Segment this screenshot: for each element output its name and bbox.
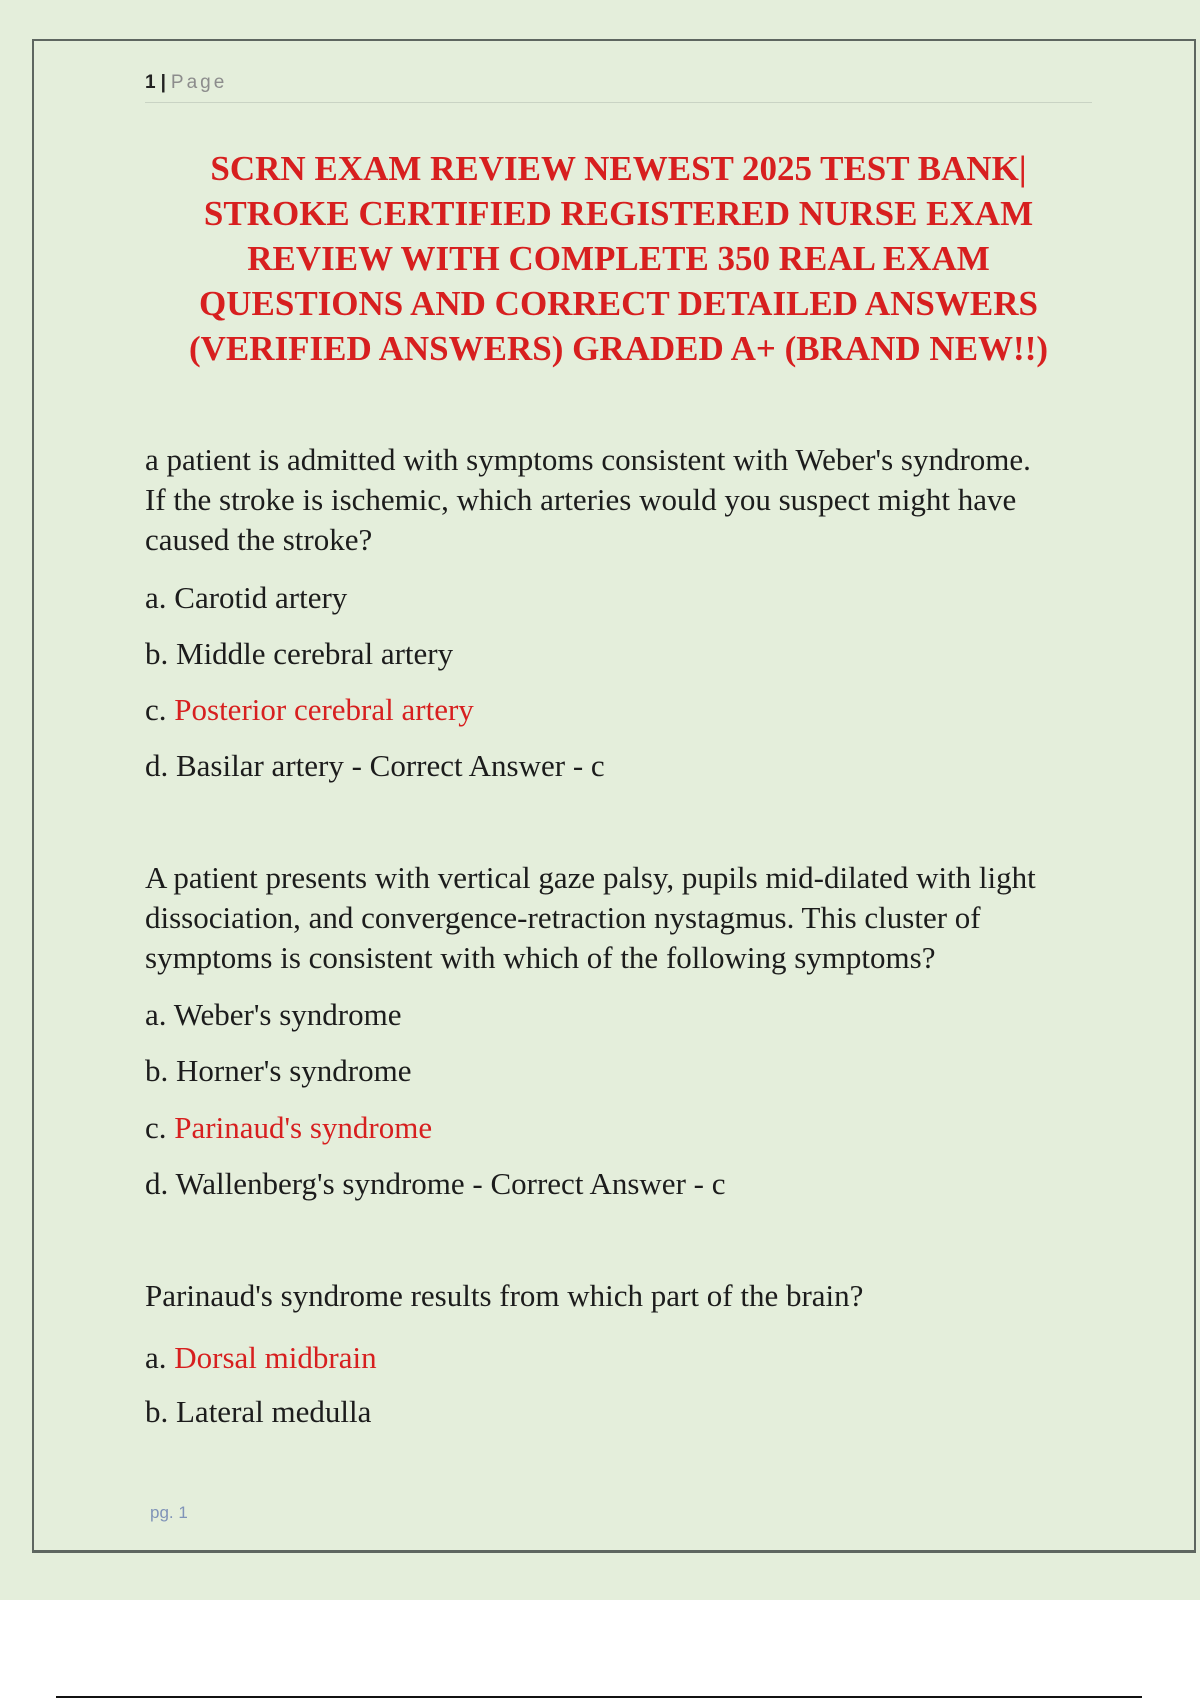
title-line: REVIEW WITH COMPLETE 350 REAL EXAM [247,239,990,278]
question-2-option-a [145,995,1095,1035]
question-2-text [145,858,1095,978]
page-header [145,72,1092,103]
title-line: STROKE CERTIFIED REGISTERED NURSE EXAM [203,194,1034,233]
question-text-line: symptoms is consistent with which of the following symptoms? [145,940,936,975]
question-text-line: dissociation, and convergence-retraction nystagmus. This cluster of [145,900,981,935]
question-3-option-b [145,1392,1095,1432]
question-1-option-b [145,634,1095,674]
option-text: Carotid artery [174,580,348,615]
title-line: QUESTIONS AND CORRECT DETAILED ANSWERS [199,284,1038,323]
option-prefix: b. [145,1053,176,1088]
question-text-line: Parinaud's syndrome results from which part of the brain? [145,1278,864,1313]
question-2-option-b [145,1051,1095,1091]
question-text-line: If the stroke is ischemic, which arteries would you suspect might have [145,482,1017,517]
header-page-number: 1 [145,72,156,93]
header-separator: | [160,72,166,93]
question-3-text [145,1276,1095,1316]
question-1-option-a [145,578,1095,618]
question-text-line: caused the stroke? [145,522,373,557]
option-prefix: a. [145,1340,175,1375]
option-text: Basilar artery - Correct Answer - c [176,748,605,783]
bottom-divider [56,1696,1142,1698]
page-footer-label: pg. 1 [150,1503,188,1522]
question-2 [145,858,1095,978]
title-line: (VERIFIED ANSWERS) GRADED A+ (BRAND NEW!!) [188,329,1049,368]
question-2-option-d [145,1164,1095,1204]
question-1 [145,440,1095,560]
title-line: SCRN EXAM REVIEW NEWEST 2025 TEST BANK| [210,149,1027,188]
question-text-line: A patient presents with vertical gaze palsy, pupils mid-dilated with light [145,860,1036,895]
option-text: Wallenberg's syndrome - Correct Answer - c [175,1166,726,1201]
option-prefix: d. [145,1166,176,1201]
option-prefix: d. [145,748,176,783]
option-prefix: a. [145,997,174,1032]
question-1-option-c [145,690,1095,730]
option-text: Middle cerebral artery [176,636,454,671]
question-text-line: a patient is admitted with symptoms consistent with Weber's syndrome. [145,442,1031,477]
option-text: Weber's syndrome [173,997,402,1032]
question-3-option-a [145,1338,1095,1378]
option-text: Lateral medulla [176,1394,372,1429]
option-prefix: c. [145,692,175,727]
option-prefix: c. [145,1110,175,1145]
option-text-correct: Posterior cerebral artery [174,692,474,727]
question-1-option-d [145,746,1095,786]
header-page-word: Page [170,72,228,93]
option-prefix: b. [145,1394,176,1429]
document-title [145,146,1092,371]
option-text-correct: Dorsal midbrain [174,1340,377,1375]
option-text-correct: Parinaud's syndrome [174,1110,433,1145]
question-3 [145,1276,1095,1316]
question-1-text [145,440,1095,560]
option-text: Horner's syndrome [176,1053,412,1088]
option-prefix: a. [145,580,175,615]
question-2-option-c [145,1108,1095,1148]
option-prefix: b. [145,636,176,671]
